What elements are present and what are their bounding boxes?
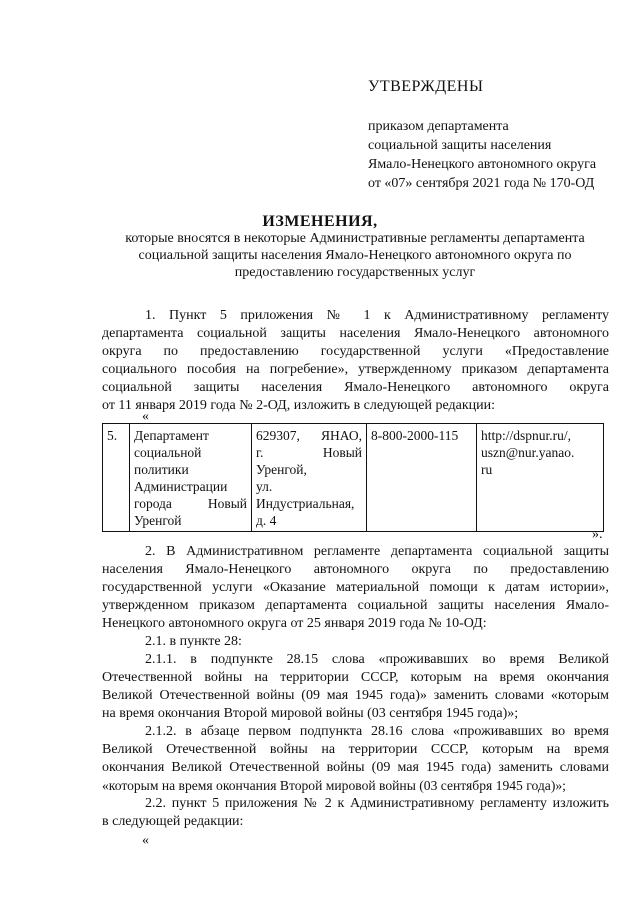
approval-line: Ямало-Ненецкого автономного округа: [368, 157, 597, 172]
website-cell: [477, 424, 604, 532]
document-subtitle-line: которые вносятся в некоторые Административные регламенты департамента: [125, 231, 585, 246]
institution-name-line: города Новый: [134, 496, 247, 511]
section1-line: социальной защиты населения Ямало-Ненецкого автономного округа: [102, 380, 609, 395]
website-line: http://dspnur.ru/,: [481, 428, 572, 443]
institution-name-line: Уренгой: [134, 513, 182, 528]
section2-line: утвержденном приказом департамента социальной защиты населения Ямало-: [102, 598, 609, 613]
address-line: Индустриальная,: [256, 496, 355, 511]
item-2-2-line: 2.2. пункт 5 приложения № 2 к Административному регламенту изложить: [145, 796, 609, 811]
website-line: uszn@nur.yanao.: [481, 445, 575, 460]
open-quote: «: [142, 833, 149, 848]
institution-name-line: Администрации: [134, 479, 228, 494]
open-quote: «: [142, 409, 149, 424]
approval-line: социальной защиты населения: [368, 138, 552, 153]
item-2-1: 2.1. в пункте 28:: [145, 634, 242, 649]
section2-line: государственной услуги «Оказание материальной помощи к датам истории»,: [102, 580, 609, 595]
section1-line: 1. Пункт 5 приложения № 1 к Административному регламенту: [145, 308, 609, 323]
institution-name-cell: [130, 424, 252, 532]
address-line: 629307, ЯНАО,: [256, 428, 362, 443]
row-number: 5.: [107, 428, 118, 443]
phone-number: 8-800-2000-115: [371, 428, 459, 443]
row-number-cell: [103, 424, 130, 532]
approval-title: УТВЕРЖДЕНЫ: [368, 78, 484, 95]
document-title: ИЗМЕНЕНИЯ,: [262, 213, 378, 230]
table-row: [103, 424, 604, 532]
institution-name-line: Департамент: [134, 428, 209, 443]
institution-name-line: политики: [134, 462, 189, 477]
document-subtitle-line: предоставлению государственных услуг: [234, 265, 476, 280]
institution-table: [102, 423, 604, 532]
item-2-1-2-line: 2.1.2. в абзаце первом подпункта 28.16 слова «проживавших во время: [145, 724, 609, 739]
close-quote: ».: [592, 527, 603, 542]
address-line: ул.: [256, 479, 273, 494]
address-line: Уренгой,: [256, 462, 307, 477]
section1-line: социального пособия на погребение», утвержденному приказом департамента: [102, 362, 609, 377]
section1-line: округа по предоставлению государственной услуги «Предоставление: [102, 344, 609, 359]
item-2-1-2-line: Великой Отечественной войны на территории СССР, которым на время: [102, 742, 609, 757]
item-2-1-1-line: на время окончания Второй мировой войны (03 сентября 1945 года)»;: [102, 706, 519, 721]
item-2-1-1-line: Отечественной войны на территории СССР, которым на время окончания: [102, 670, 609, 685]
website-line: ru: [481, 462, 493, 477]
section2-line: Ненецкого автономного округа от 25 января 2019 года № 10-ОД:: [102, 616, 487, 631]
approval-line: приказом департамента: [368, 119, 509, 134]
item-2-1-1-line: 2.1.1. в подпункте 28.15 слова «проживавших во время Великой: [145, 652, 609, 667]
approval-line: от «07» сентября 2021 года № 170-ОД: [368, 176, 595, 191]
section1-line: от 11 января 2019 года № 2-ОД, изложить в следующей редакции:: [102, 398, 496, 413]
address-line: г. Новый: [256, 445, 362, 460]
section2-line: 2. В Административном регламенте департамента социальной защиты: [145, 544, 609, 559]
address-cell: [252, 424, 367, 532]
item-2-2-line: в следующей редакции:: [102, 814, 244, 829]
institution-name-line: социальной: [134, 445, 202, 460]
item-2-1-2-line: окончания Великой Отечественной войны (09 мая 1945 года) заменить словами: [102, 760, 609, 775]
item-2-1-1-line: Великой Отечественной войны (09 мая 1945 года)» заменить словами «которым: [102, 688, 609, 703]
document-subtitle-line: социальной защиты населения Ямало-Ненецкого автономного округа по: [138, 248, 572, 263]
item-2-1-2-line: «которым на время окончания Второй мировой войны (03 сентября 1945 года)»;: [102, 778, 566, 793]
section2-line: населения Ямало-Ненецкого автономного округа по предоставлению: [102, 562, 609, 577]
address-line: д. 4: [256, 513, 277, 528]
phone-cell: [367, 424, 477, 532]
section1-line: департамента социальной защиты населения Ямало-Ненецкого автономного: [102, 326, 609, 341]
